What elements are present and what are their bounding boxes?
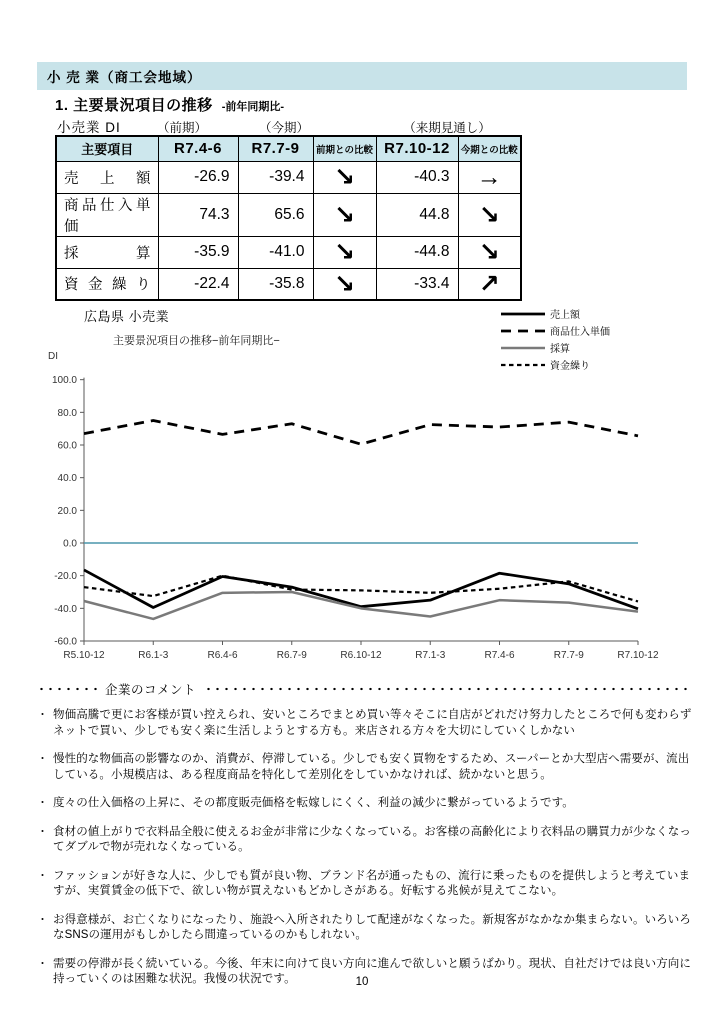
x-tick-label: R6.7-9 bbox=[276, 649, 307, 661]
comment-item bbox=[37, 752, 693, 783]
comment-item bbox=[37, 869, 693, 900]
comment-text: 度々の仕入価格の上昇に、その都度販売価格を転嫁しにくく、利益の減少に繋がっているようです。 bbox=[53, 797, 574, 809]
x-tick-label: R6.10-12 bbox=[340, 649, 382, 661]
legend-line-2-icon bbox=[501, 343, 545, 353]
comment-text: お得意様が、お亡くなりになったり、施設へ入所されたりして配達がなくなった。新規客がなかなか集まらない。いろいろなSNSの運用がもしかしたら間違っているのかもしれない。 bbox=[53, 913, 691, 941]
dotted-leader bbox=[204, 687, 693, 691]
comments-heading: 企業のコメント bbox=[105, 683, 197, 697]
section-header-title: 小 売 業（商工会地域） bbox=[47, 70, 202, 85]
legend-line-0-icon bbox=[501, 309, 545, 319]
comment-list bbox=[37, 708, 693, 988]
legend-label: 売上額 bbox=[550, 310, 580, 321]
y-tick-label: -20.0 bbox=[54, 571, 77, 583]
period-label-current: （今期） bbox=[258, 121, 310, 135]
forecast-value-cell: -33.4 bbox=[376, 268, 458, 300]
table-row bbox=[56, 236, 521, 268]
bullet-icon: ・ bbox=[37, 825, 48, 838]
table-row bbox=[56, 268, 521, 300]
x-tick-label: R5.10-12 bbox=[63, 649, 105, 661]
trend-arrow-right-icon: → bbox=[458, 161, 521, 193]
x-tick-label: R6.1-3 bbox=[138, 649, 169, 661]
legend-item bbox=[501, 324, 610, 337]
comment-item bbox=[37, 708, 693, 739]
prev-value-cell: -35.9 bbox=[158, 236, 238, 268]
prev-value-cell: -22.4 bbox=[158, 268, 238, 300]
bullet-icon: ・ bbox=[37, 913, 48, 926]
prev-value-cell: -26.9 bbox=[158, 161, 238, 193]
section-header-bar bbox=[37, 62, 687, 90]
trend-arrow-up-right-icon: ↗ bbox=[458, 268, 521, 300]
series-line-3 bbox=[84, 576, 638, 602]
dotted-leader bbox=[37, 687, 97, 691]
x-tick-label: R7.4-6 bbox=[484, 649, 515, 661]
bullet-icon: ・ bbox=[37, 753, 48, 765]
chart-title: 広島県 小売業 bbox=[84, 309, 170, 324]
header-prev-period: R7.4-6 bbox=[158, 136, 238, 161]
comment-text: 食材の値上がりで衣料品全般に使えるお金が非常に少なくなっている。お客様の高齢化により衣料品の購買力が少なくなってダブルで物が売れなくなっている。 bbox=[53, 825, 691, 853]
page-number: 10 bbox=[355, 976, 369, 988]
di-table bbox=[55, 135, 522, 301]
legend-item bbox=[501, 307, 610, 320]
forecast-value-cell: 44.8 bbox=[376, 193, 458, 236]
plot-area bbox=[40, 368, 680, 673]
di-line-chart bbox=[40, 368, 680, 673]
y-tick-label: 40.0 bbox=[57, 473, 77, 485]
item-label-cell: 資金繰り bbox=[56, 268, 158, 300]
legend-label: 採算 bbox=[550, 344, 570, 355]
y-tick-label: -60.0 bbox=[54, 636, 77, 648]
comment-item bbox=[37, 825, 693, 856]
header-vs-prev: 前期との比較 bbox=[313, 136, 376, 161]
period-label-prev: （前期） bbox=[156, 121, 208, 135]
prev-value-cell: 74.3 bbox=[158, 193, 238, 236]
di-table-header-row bbox=[56, 136, 521, 161]
comment-item bbox=[37, 913, 693, 944]
bullet-icon: ・ bbox=[37, 869, 48, 882]
section-title bbox=[55, 94, 284, 115]
comment-text: 需要の停滞が長く続いている。今後、年末に向けて良い方向に進んで欲しいと願うばかり。現状、自社だけでは良い方向に持っていくのは困難な状況。我慢の状況です。 bbox=[53, 957, 691, 985]
y-tick-label: 100.0 bbox=[51, 375, 77, 387]
x-tick-label: R7.10-12 bbox=[617, 649, 659, 661]
curr-value-cell: -39.4 bbox=[238, 161, 313, 193]
curr-value-cell: 65.6 bbox=[238, 193, 313, 236]
period-label-forecast: （来期見通し） bbox=[403, 121, 491, 135]
x-tick-label: R6.4-6 bbox=[207, 649, 238, 661]
trend-arrow-down-right-icon: ↘ bbox=[313, 161, 376, 193]
series-line-1 bbox=[84, 421, 638, 445]
y-tick-label: -40.0 bbox=[54, 603, 77, 615]
y-tick-label: 0.0 bbox=[63, 538, 77, 550]
comment-text: ファッションが好きな人に、少しでも質が良い物、ブランド名が通ったもの、流行に乗ったものを提供しようと考えていますが、実質賃金の低下で、欲しい物が買えないもどかしさがある。好転する兆候が見えてこない。 bbox=[53, 869, 691, 897]
bullet-icon: ・ bbox=[37, 709, 48, 721]
di-table-body bbox=[56, 161, 521, 300]
item-label-cell: 商品仕入単価 bbox=[56, 193, 158, 236]
table-row bbox=[56, 193, 521, 236]
header-curr-period: R7.7-9 bbox=[238, 136, 313, 161]
curr-value-cell: -35.8 bbox=[238, 268, 313, 300]
legend-label: 資金繰り bbox=[550, 361, 590, 372]
header-forecast: R7.10-12 bbox=[376, 136, 458, 161]
trend-arrow-down-right-icon: ↘ bbox=[313, 236, 376, 268]
chart-legend bbox=[501, 307, 610, 371]
y-tick-label: 20.0 bbox=[57, 505, 77, 517]
y-axis-label: DI bbox=[48, 351, 58, 362]
section-title-main: 1. 主要景況項目の推移 bbox=[55, 97, 213, 114]
comment-text: 物価高騰で更にお客様が買い控えられ、安いところでまとめ買い等々そこに自店がどれだけ努力したところで何も変わらずネットで買い、少しでも安く楽に生活しようとする方も。来店される方々を大切にしていくしかない bbox=[53, 709, 692, 737]
y-tick-label: 60.0 bbox=[57, 440, 77, 452]
comment-text: 慢性的な物価高の影響なのか、消費が、停滞している。少しでも安く買物をするため、スーパーとか大型店へ需要が、流出している。小規模店は、ある程度商品を特化して差別化をしていかなければ、続かないと思う。 bbox=[53, 753, 690, 781]
trend-arrow-down-right-icon: ↘ bbox=[313, 193, 376, 236]
legend-label: 商品仕入単価 bbox=[550, 327, 610, 338]
trend-arrow-down-right-icon: ↘ bbox=[458, 193, 521, 236]
legend-item bbox=[501, 341, 610, 354]
curr-value-cell: -41.0 bbox=[238, 236, 313, 268]
trend-arrow-down-right-icon: ↘ bbox=[458, 236, 521, 268]
header-vs-curr: 今期との比較 bbox=[458, 136, 521, 161]
chart-subtitle: 主要景況項目の推移−前年同期比− bbox=[113, 335, 280, 347]
x-tick-label: R7.7-9 bbox=[553, 649, 584, 661]
comments-section bbox=[37, 681, 693, 1001]
legend-line-1-icon bbox=[501, 326, 545, 336]
forecast-value-cell: -44.8 bbox=[376, 236, 458, 268]
comments-heading-row bbox=[37, 681, 693, 697]
table-caption: 小売業 DI bbox=[57, 120, 121, 135]
x-tick-label: R7.1-3 bbox=[415, 649, 446, 661]
bullet-icon: ・ bbox=[37, 957, 48, 970]
section-title-sub: -前年同期比- bbox=[221, 101, 285, 113]
comment-item bbox=[37, 796, 693, 812]
y-tick-label: 80.0 bbox=[57, 407, 77, 419]
forecast-value-cell: -40.3 bbox=[376, 161, 458, 193]
table-row bbox=[56, 161, 521, 193]
header-item: 主要項目 bbox=[56, 136, 158, 161]
item-label-cell: 売上額 bbox=[56, 161, 158, 193]
trend-arrow-down-right-icon: ↘ bbox=[313, 268, 376, 300]
item-label-cell: 採算 bbox=[56, 236, 158, 268]
bullet-icon: ・ bbox=[37, 797, 48, 809]
